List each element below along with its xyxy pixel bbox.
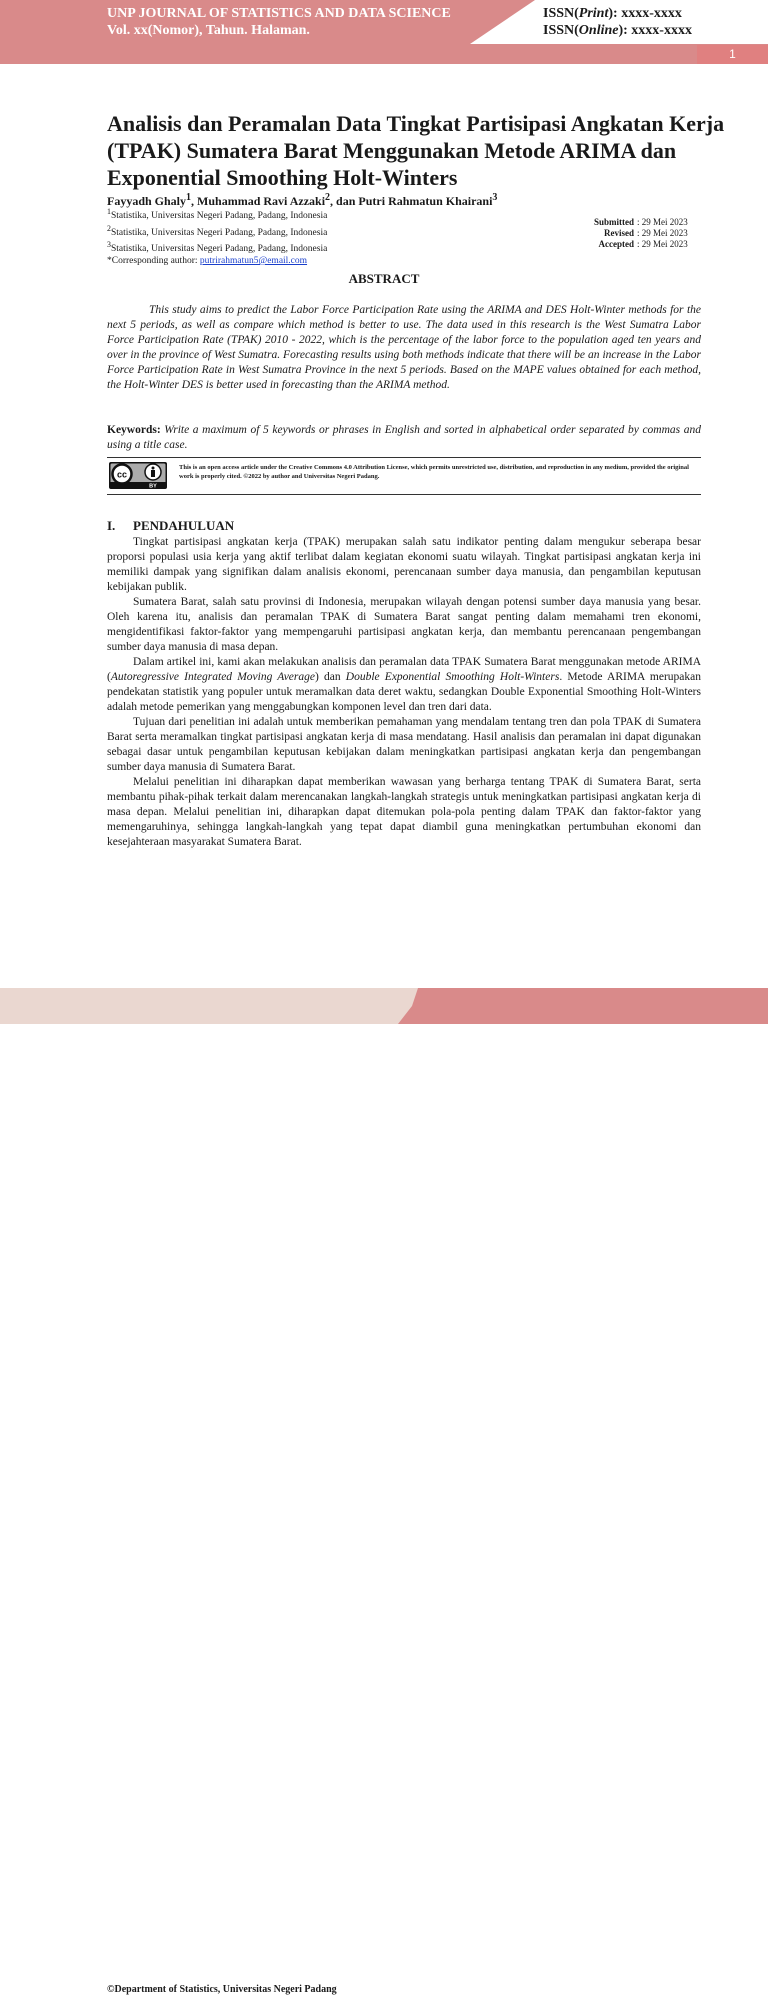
journal-info <box>107 5 451 39</box>
keywords <box>107 423 701 453</box>
affiliation-line: $^1$Statistika, Universitas Negeri Padang, Padang, Indonesia <box>107 207 328 222</box>
corresponding-email-link[interactable]: putrirahmatun5@email.com <box>199 255 308 266</box>
date-submitted: Submitted : 29 Mei 2023 <box>593 217 688 227</box>
section-number: I. <box>107 518 116 533</box>
issn-print: ISSN(Print): xxxx-xxxx <box>543 6 682 21</box>
journal-name: UNP JOURNAL OF STATISTICS AND DATA SCIENCE <box>107 6 451 21</box>
license-text: This is an open access article under the Creative Commons 4.0 Attribution License, which permits unrestricted use, distribution, and reproduction in any medium, provided the original work is properly cited. ©2022 by author and Universitas Negeri Padang. <box>179 464 689 480</box>
author-name: Fayyadh Ghaly <box>107 194 187 208</box>
author-name: Putri Rahmatun Khairani <box>358 194 493 208</box>
date-accepted: Accepted : 29 Mei 2023 <box>598 239 688 249</box>
corresponding-author: *Corresponding author: putrirahmatun5@email.com <box>107 255 308 266</box>
affiliations <box>107 206 327 267</box>
paragraph: Dalam artikel ini, kami akan melakukan analisis dan peramalan data TPAK Sumatera Barat menggunakan metode ARIMA (Autoregressive Integrated Moving Average) dan Double Exponential Smoothing Holt-Winters. Metode ARIMA merupakan pendekatan statistik yang populer untuk meramalkan data deret waktu, sedangkan Double Exponential Smoothing Holt-Winters adalah metode pemerikan yang menggabungkan komponen level dan tren dari data. <box>107 656 701 713</box>
page-footer <box>0 988 768 1995</box>
footer-doi: DOI: <box>425 1984 448 1995</box>
page-number: 1 <box>697 45 768 64</box>
issn-block <box>543 5 692 39</box>
affiliation-line: $^2$Statistika, Universitas Negeri Padang, Padang, Indonesia <box>107 223 328 238</box>
footer-department: ©Department of Statistics, Universitas Negeri Padang <box>107 1984 337 1995</box>
abstract-text: This study aims to predict the Labor Force Participation Rate using the ARIMA and DES Holt-Winter methods for the next 5 periods, as well as compare which method is better to use. The data used in this research is the West Sumatra Labor Force Participation Rate (TPAK) 2010 - 2022, which is the percentage of the labor force to the population aged ten years and over in the province of West Sumatra. Forecasting results using both methods indicate that there will be an increase in the Labor Force Participation Rate in West Sumatra Province in the next 5 periods. Based on the MAPE values obtained for each method, the Holt-Winter DES is better used in forecasting than the ARIMA method. <box>107 304 701 391</box>
section-body <box>107 535 701 850</box>
author-name: Muhammad Ravi Azzaki <box>197 194 326 208</box>
footer-banner-shape <box>0 988 768 1024</box>
section-title: PENDAHULUAN <box>133 518 235 533</box>
journal-header <box>0 0 768 64</box>
paragraph: Tingkat partisipasi angkatan kerja (TPAK) merupakan salah satu indikator penting dalam mengukur seberapa besar proporsi populasi usia kerja yang aktif terlibat dalam kegiatan ekonomi suatu wilayah. Tingkat partisipasi angkatan kerja ini memiliki dampak yang signifikan dalam analisis ekonomi, perencanaan sumber daya manusia, dan pengambilan keputusan kebijakan publik. <box>107 536 701 593</box>
keywords-label: Keywords: <box>107 424 161 436</box>
affiliation-line: $^3$Statistika, Universitas Negeri Padang, Padang, Indonesia <box>107 240 328 255</box>
issn-online: ISSN(Online): xxxx-xxxx <box>543 23 692 38</box>
svg-text:BY: BY <box>149 483 157 489</box>
article-title: Analisis dan Peramalan Data Tingkat Partisipasi Angkatan Kerja (TPAK) Sumatera Barat Menggunakan Metode ARIMA dan Exponential Smoothing Holt-Winters <box>107 111 725 190</box>
section-heading <box>107 518 234 534</box>
license-box <box>107 457 701 495</box>
paragraph: Sumatera Barat, salah satu provinsi di Indonesia, merupakan wilayah dengan potensi sumber daya manusia yang besar. Oleh karena itu, analisis dan peramalan TPAK di Sumatera Barat sangat penting dalam memahami tren ekonomi, mengidentifikasi faktor-faktor yang mempengaruhi partisipasi angkatan kerja, dan membantu perencanaan pengembangan sumber daya manusia di masa depan. <box>107 596 701 653</box>
abstract-heading: ABSTRACT <box>348 271 420 286</box>
date-revised: Revised : 29 Mei 2023 <box>604 228 688 238</box>
keywords-text: Write a maximum of 5 keywords or phrases in English and sorted in alphabetical order separated by commas and using a title case. <box>107 424 701 451</box>
paragraph: Melalui penelitian ini diharapkan dapat memberikan wawasan yang berharga tentang TPAK di Sumatera Barat, serta membantu pihak-pihak terkait dalam merencanakan langkah-langkah strategis untuk meningkatkan partisipasi angkatan kerja di masa depan. Melalui penelitian ini, diharapkan dapat ditemukan pola-pola penting dalam TPAK dan faktor-faktor yang memengaruhinya, sehingga langkah-langkah yang tepat dapat diambil guna meningkatkan pertumbuhan ekonomi dan kesejahteraan masyarakat Sumatera Barat. <box>107 776 701 848</box>
author-list: Fayyadh Ghaly$^1$, Muhammad Ravi Azzaki$^2$, dan Putri Rahmatun Khairani$^3$ <box>107 192 498 208</box>
submission-dates <box>570 217 688 250</box>
journal-volume: Vol. xx(Nomor), Tahun. Halaman. <box>107 23 310 38</box>
svg-text:cc: cc <box>116 469 128 480</box>
cc-by-badge-icon[interactable] <box>109 462 167 489</box>
paragraph: Tujuan dari penelitian ini adalah untuk memberikan pemahaman yang mendalam tentang tren dan pola TPAK di Sumatera Barat serta meramalkan tingkat partisipasi angkatan kerja di masa mendatang. Hasil analisis dan peramalan ini dapat digunakan sebagai dasar untuk pengambilan keputusan kebijakan dalam meningkatkan partisipasi angkatan kerja dan pengembangan sumber daya manusia di Sumatera Barat. <box>107 716 701 773</box>
